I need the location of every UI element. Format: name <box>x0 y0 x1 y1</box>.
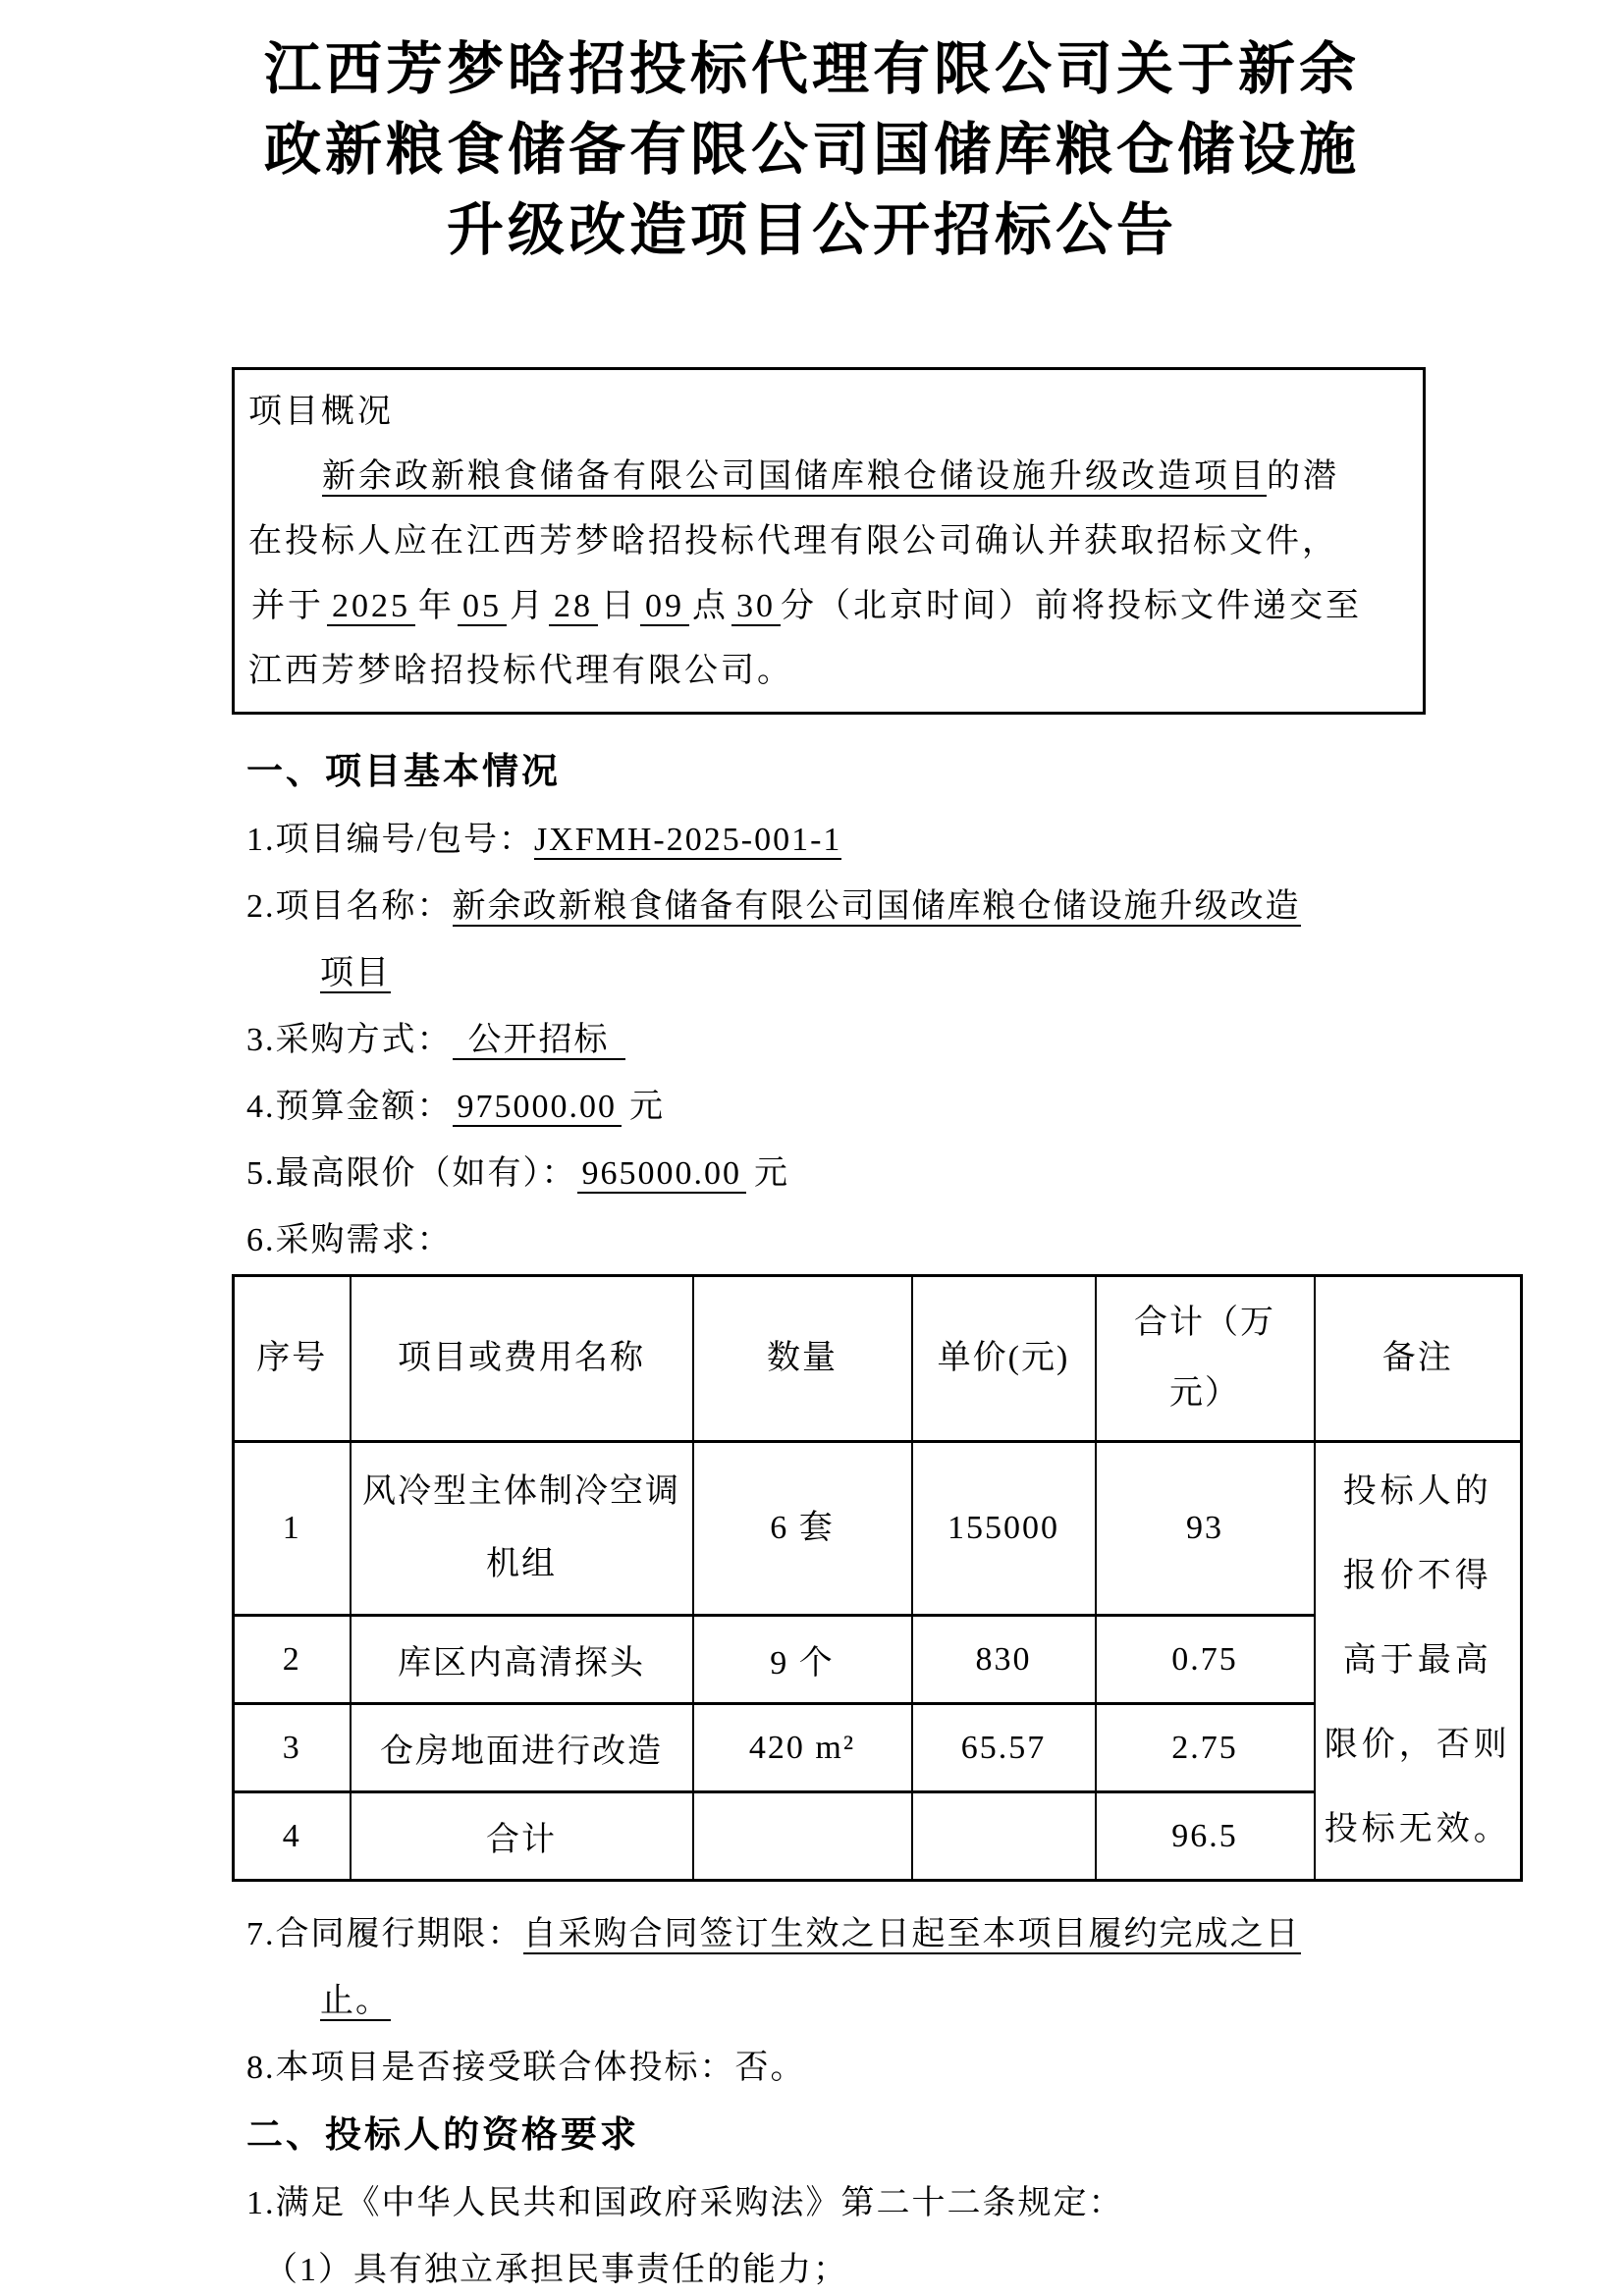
row-3-unit-price: 65.57 <box>912 1704 1096 1792</box>
deadline-month: 05 <box>458 588 507 626</box>
row-4-item-name: 合计 <box>351 1792 693 1881</box>
document-title-line-3: 升级改造项目公开招标公告 <box>446 198 1177 262</box>
row-2-item-name: 库区内高清探头 <box>351 1616 693 1704</box>
overview-line-3 <box>248 574 1399 639</box>
deadline-minute: 30 <box>731 588 781 626</box>
remark-line: 限价，否则 <box>1324 1727 1511 1763</box>
remark-line: 高于最高 <box>1342 1642 1492 1679</box>
col-header-total-text: 合计（万元） <box>1134 1305 1275 1412</box>
deadline-hour-unit: 点 <box>692 588 729 624</box>
project-overview-box <box>232 367 1426 715</box>
row-2-unit-price: 830 <box>912 1616 1096 1704</box>
item-consortium-bidding <box>246 2035 1503 2102</box>
remark-merged-cell <box>1315 1442 1522 1881</box>
overview-heading: 项目概况 <box>248 394 394 430</box>
row-3-total: 2.75 <box>1096 1704 1315 1792</box>
item-procurement-method-value: 公开招标 <box>453 1022 625 1060</box>
item-max-price-label: 5.最高限价（如有）： <box>246 1155 577 1192</box>
overview-line-4: 江西芳梦晗招投标代理有限公司。 <box>248 653 793 689</box>
row-3-quantity: 420 m² <box>693 1704 912 1792</box>
overview-line-2: 在投标人应在江西芳梦晗招投标代理有限公司确认并获取招标文件， <box>248 523 1338 560</box>
item-procurement-requirements <box>246 1207 1503 1274</box>
item-project-name-value: 新余政新粮食储备有限公司国储库粮仓储设施升级改造 <box>452 888 1301 925</box>
row-1-unit-price: 155000 <box>912 1442 1096 1616</box>
qualification-line-1: 1.满足《中华人民共和国政府采购法》第二十二条规定： <box>246 2185 1124 2221</box>
document-title <box>0 0 1624 271</box>
row-1-item-name: 风冷型主体制冷空调机组 <box>351 1442 693 1616</box>
section-2-heading: 二、投标人的资格要求 <box>246 2115 639 2156</box>
item-max-price-unit: 元 <box>754 1155 789 1192</box>
item-contract-period-label: 7.合同履行期限： <box>246 1916 523 1952</box>
item-project-name-label: 2.项目名称： <box>246 888 453 925</box>
table-row <box>234 1442 1522 1616</box>
deadline-day-unit: 日 <box>601 588 637 624</box>
row-3-index: 3 <box>234 1704 351 1792</box>
item-project-name <box>246 874 1503 940</box>
deadline-month-unit: 月 <box>510 588 546 624</box>
row-4-total: 96.5 <box>1096 1792 1315 1881</box>
row-2-index: 2 <box>234 1616 351 1704</box>
item-max-price <box>246 1141 1503 1207</box>
item-max-price-value: 965000.00 <box>577 1155 747 1194</box>
item-project-number-value: JXFMH-2025-001-1 <box>533 822 842 858</box>
item-budget-amount-value: 975000.00 <box>453 1089 623 1127</box>
item-contract-period <box>246 1901 1503 1968</box>
item-budget-amount <box>246 1074 1503 1141</box>
col-header-total <box>1096 1276 1315 1442</box>
table-header-row <box>234 1276 1522 1442</box>
item-procurement-method-label: 3.采购方式： <box>246 1022 453 1058</box>
deadline-prefix: 并于 <box>251 588 324 624</box>
item-project-name-value-cont: 项目 <box>320 955 391 991</box>
deadline-year: 2025 <box>327 588 415 626</box>
section-1-heading: 一、项目基本情况 <box>246 752 561 792</box>
item-procurement-method <box>246 1007 1503 1074</box>
deadline-hour: 09 <box>640 588 689 626</box>
col-header-index: 序号 <box>234 1276 351 1442</box>
row-1-total: 93 <box>1096 1442 1315 1616</box>
col-header-remark: 备注 <box>1315 1276 1522 1442</box>
row-2-quantity: 9 个 <box>693 1616 912 1704</box>
item-contract-period-value-cont: 止。 <box>320 1983 391 2019</box>
overview-line-1-tail: 的潜 <box>1267 458 1339 495</box>
item-contract-period-value: 自采购合同签订生效之日起至本项目履约完成之日 <box>522 1916 1301 1952</box>
row-2-total: 0.75 <box>1096 1616 1315 1704</box>
row-3-item-name: 仓房地面进行改造 <box>351 1704 693 1792</box>
deadline-day: 28 <box>549 588 598 626</box>
row-4-quantity <box>693 1792 912 1881</box>
col-header-quantity: 数量 <box>693 1276 912 1442</box>
item-project-number <box>246 807 1503 874</box>
document-title-line-1: 江西芳梦晗招投标代理有限公司关于新余 <box>263 37 1360 101</box>
col-header-item-name: 项目或费用名称 <box>351 1276 693 1442</box>
procurement-table <box>232 1274 1523 1882</box>
item-project-name-continuation <box>246 940 1503 1007</box>
row-4-unit-price <box>912 1792 1096 1881</box>
item-project-number-label: 1.项目编号/包号： <box>246 822 534 858</box>
row-1-index: 1 <box>234 1442 351 1616</box>
item-budget-amount-unit: 元 <box>629 1089 665 1125</box>
row-4-index: 4 <box>234 1792 351 1881</box>
qualification-line-2: （1）具有独立承担民事责任的能力； <box>264 2252 848 2288</box>
item-procurement-requirements-label: 6.采购需求： <box>246 1222 453 1258</box>
project-name-underlined: 新余政新粮食储备有限公司国储库粮仓储设施升级改造项目 <box>322 458 1267 495</box>
col-header-unit-price: 单价(元) <box>912 1276 1096 1442</box>
document-title-line-2: 政新粮食储备有限公司国储库粮仓储设施 <box>263 118 1360 182</box>
overview-line-3-tail: 分（北京时间）前将投标文件递交至 <box>781 588 1362 624</box>
contract-items <box>246 1901 1503 2296</box>
item-contract-period-continuation <box>246 1968 1503 2035</box>
deadline-year-unit: 年 <box>418 588 455 624</box>
item-consortium-bidding-label: 8.本项目是否接受联合体投标：否。 <box>246 2050 806 2086</box>
basic-info-items <box>246 807 1503 1274</box>
row-1-quantity: 6 套 <box>693 1442 912 1616</box>
remark-line: 报价不得 <box>1342 1558 1492 1594</box>
item-budget-amount-label: 4.预算金额： <box>246 1089 453 1125</box>
remark-line: 投标人的 <box>1342 1473 1492 1510</box>
remark-line: 投标无效。 <box>1324 1811 1511 1847</box>
overview-line-1 <box>248 445 1399 509</box>
